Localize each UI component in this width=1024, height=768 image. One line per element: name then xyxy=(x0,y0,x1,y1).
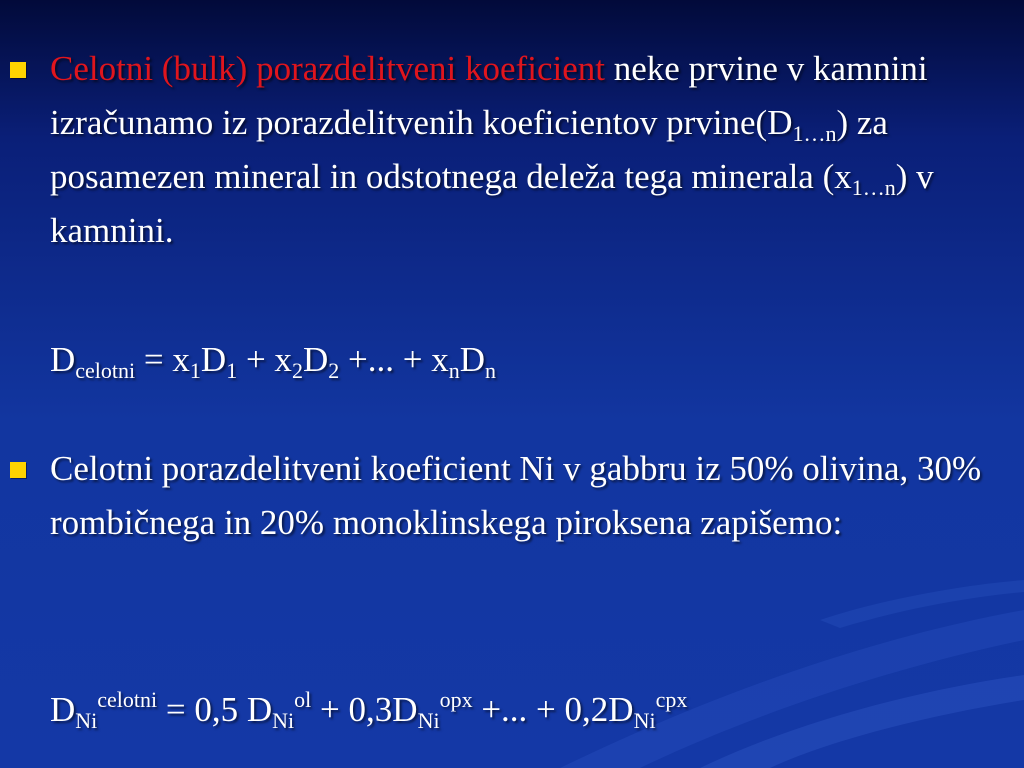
square-bullet-icon xyxy=(10,62,26,78)
square-bullet-icon xyxy=(10,462,26,478)
nickel-coefficient-formula: $D_{Ni}^{celotni} = 0,5$ $D_{Ni}^{ol} + 0,3D_{Ni}^{opx}$ +... + $0,2D_{Ni}^{cpx}$ xyxy=(50,687,688,733)
bulk-coefficient-formula: $D_{celotni} = x_1D_1 + x_2D_2$ +... + $x_nD_n$ xyxy=(50,340,496,383)
bullet-1-text: Celotni (bulk) porazdelitveni koeficient neke prvine v kamnini izračunamo iz porazdelitvenih koeficientov $prvine(D_{1\dots n})$ za posamezen mineral in odstotnega deleža tega minerala $(x_{1\dots n})$ v kamnini. xyxy=(50,49,934,250)
highlight-term: Celotni (bulk) porazdelitveni koeficient xyxy=(50,49,605,88)
bullet-2-text: Celotni porazdelitveni koeficient Ni v gabbru iz 50% olivina, 30% rombičnega in 20% monoklinskega piroksena zapišemo: xyxy=(50,449,982,542)
bullet-item-2 xyxy=(10,442,1000,550)
bullet-item-1 xyxy=(10,42,1000,258)
